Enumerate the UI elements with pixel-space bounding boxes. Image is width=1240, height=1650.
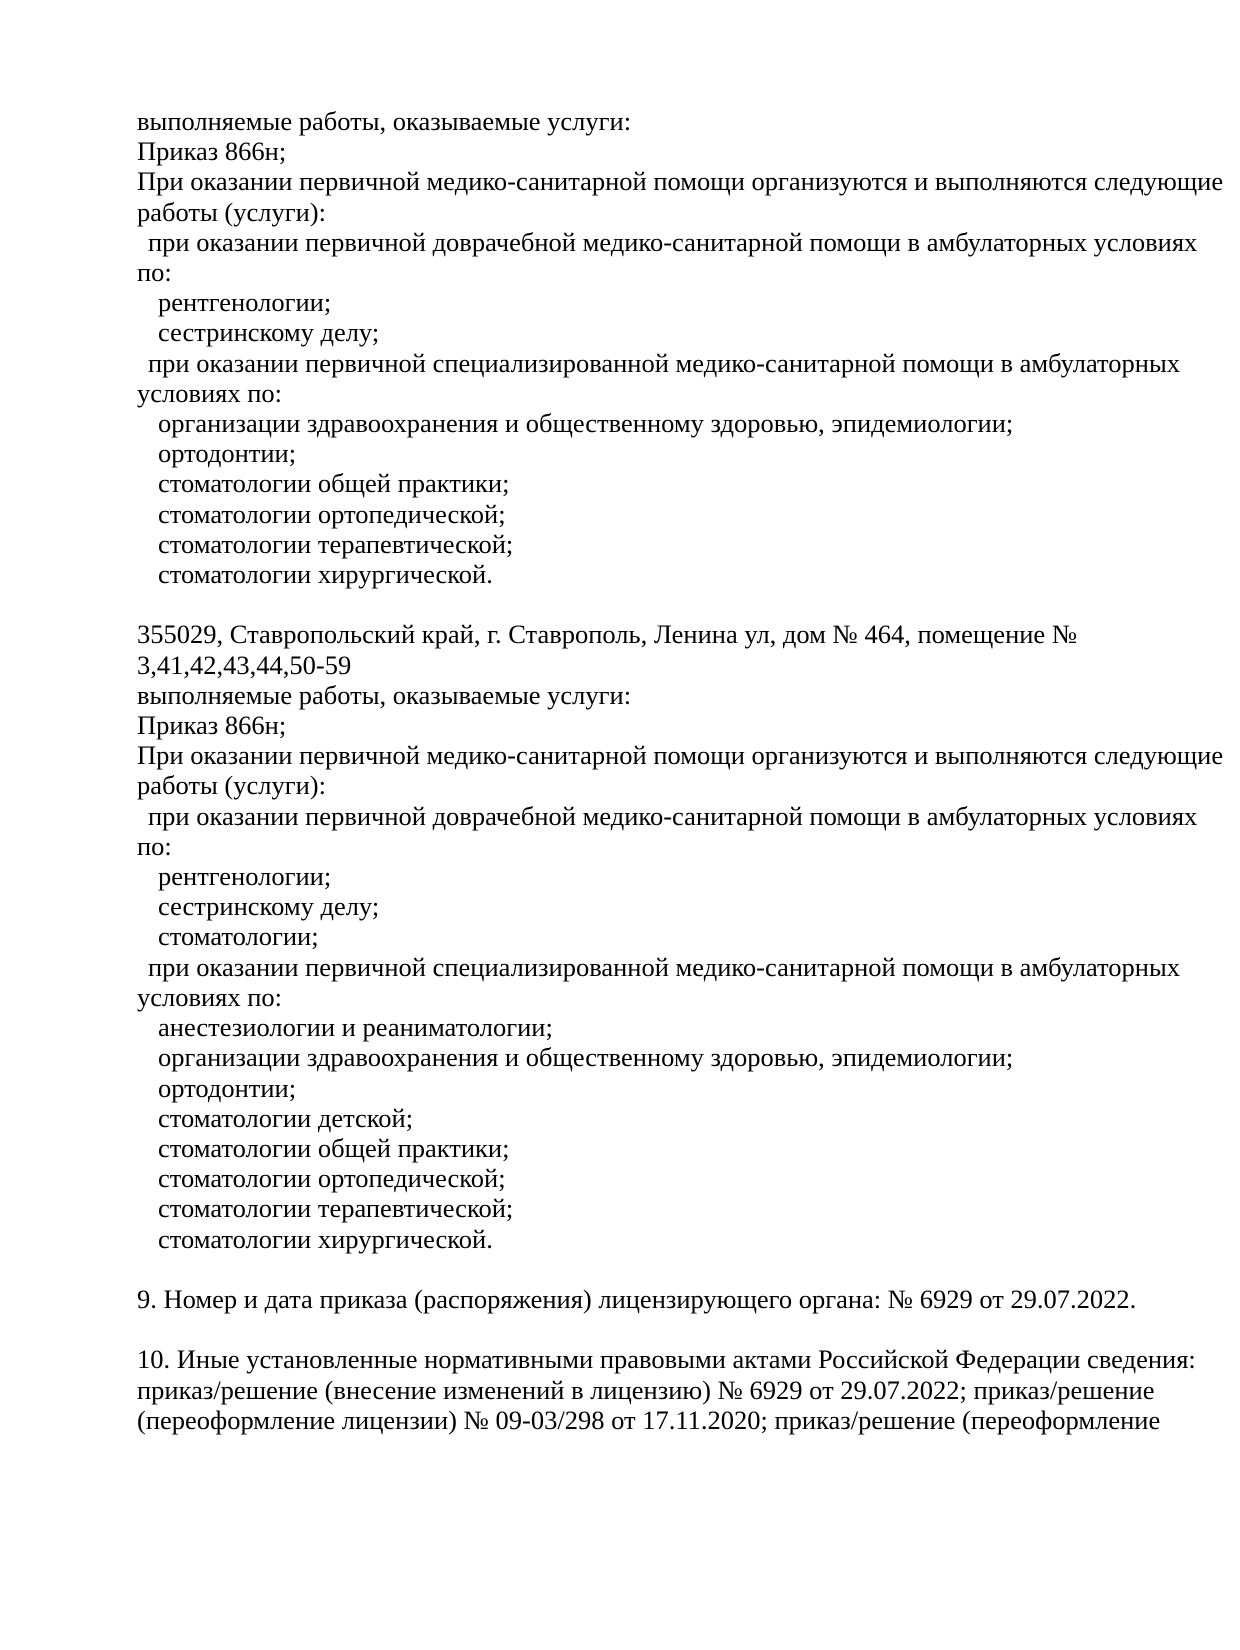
text-line: выполняемые работы, оказываемые услуги: (137, 106, 632, 136)
text-line: приказ/решение (внесение изменений в лицензию) № 6929 от 29.07.2022; приказ/решение (137, 1374, 1155, 1405)
text-line: При оказании первичной медико-санитарной помощи организуются и выполняются следующие (137, 740, 1224, 771)
text-line: стоматологии терапевтической; (158, 1193, 514, 1224)
text-line: стоматологии общей практики; (158, 468, 510, 499)
text-line: 9. Номер и дата приказа (распоряжения) лицензирующего органа: № 6929 от 29.07.2022. (137, 1283, 1137, 1314)
text-line: 10. Иные установленные нормативными правовыми актами Российской Федерации сведения: (137, 1344, 1196, 1375)
text-line: рентгенологии; (158, 287, 332, 318)
blank-line (137, 1254, 1177, 1284)
text-line: при оказании первичной доврачебной медико-санитарной помощи в амбулаторных условиях (148, 226, 1198, 257)
text-line: 355029, Ставропольский край, г. Ставрополь, Ленина ул, дом № 464, помещение № (137, 619, 1078, 650)
license-text-block (137, 106, 1224, 1435)
text-line: 3,41,42,43,44,50-59 (137, 649, 352, 680)
blank-line (137, 589, 1177, 619)
text-line: рентгенологии; (158, 861, 332, 892)
text-line: стоматологии общей практики; (158, 1132, 510, 1163)
text-line: по: (137, 830, 172, 861)
text-line: стоматологии; (158, 921, 319, 952)
text-line: стоматологии ортопедической; (158, 1163, 506, 1194)
text-line: стоматологии ортопедической; (158, 498, 506, 529)
text-line: (переоформление лицензии) № 09-03/298 от 17.11.2020; приказ/решение (переоформление (137, 1404, 1161, 1435)
text-line: сестринскому делу; (158, 317, 380, 348)
text-line: Приказ 866н; (137, 710, 287, 741)
text-line: стоматологии хирургической. (158, 559, 493, 590)
text-line: организации здравоохранения и общественному здоровью, эпидемиологии; (158, 1042, 1014, 1073)
text-line: условиях по: (137, 981, 283, 1012)
text-line: при оказании первичной специализированной медико-санитарной помощи в амбулаторных (148, 951, 1181, 982)
text-line: при оказании первичной специализированной медико-санитарной помощи в амбулаторных (148, 347, 1181, 378)
text-line: ортодонтии; (158, 438, 297, 469)
text-line: по: (137, 257, 172, 288)
text-line: сестринскому делу; (158, 891, 380, 922)
text-line: условиях по: (137, 377, 283, 408)
blank-line (137, 1314, 1177, 1344)
text-line: при оказании первичной доврачебной медико-санитарной помощи в амбулаторных условиях (148, 800, 1198, 831)
text-line: организации здравоохранения и общественному здоровью, эпидемиологии; (158, 408, 1014, 439)
text-line: стоматологии детской; (158, 1102, 414, 1133)
text-line: анестезиологии и реаниматологии; (158, 1012, 553, 1043)
text-line: Приказ 866н; (137, 136, 287, 167)
text-line: При оказании первичной медико-санитарной помощи организуются и выполняются следующие (137, 166, 1224, 197)
text-line: стоматологии терапевтической; (158, 528, 514, 559)
text-line: выполняемые работы, оказываемые услуги: (137, 679, 632, 710)
text-line: ортодонтии; (158, 1072, 297, 1103)
text-line: работы (услуги): (137, 196, 326, 227)
text-line: стоматологии хирургической. (158, 1223, 493, 1254)
text-line: работы (услуги): (137, 770, 326, 801)
